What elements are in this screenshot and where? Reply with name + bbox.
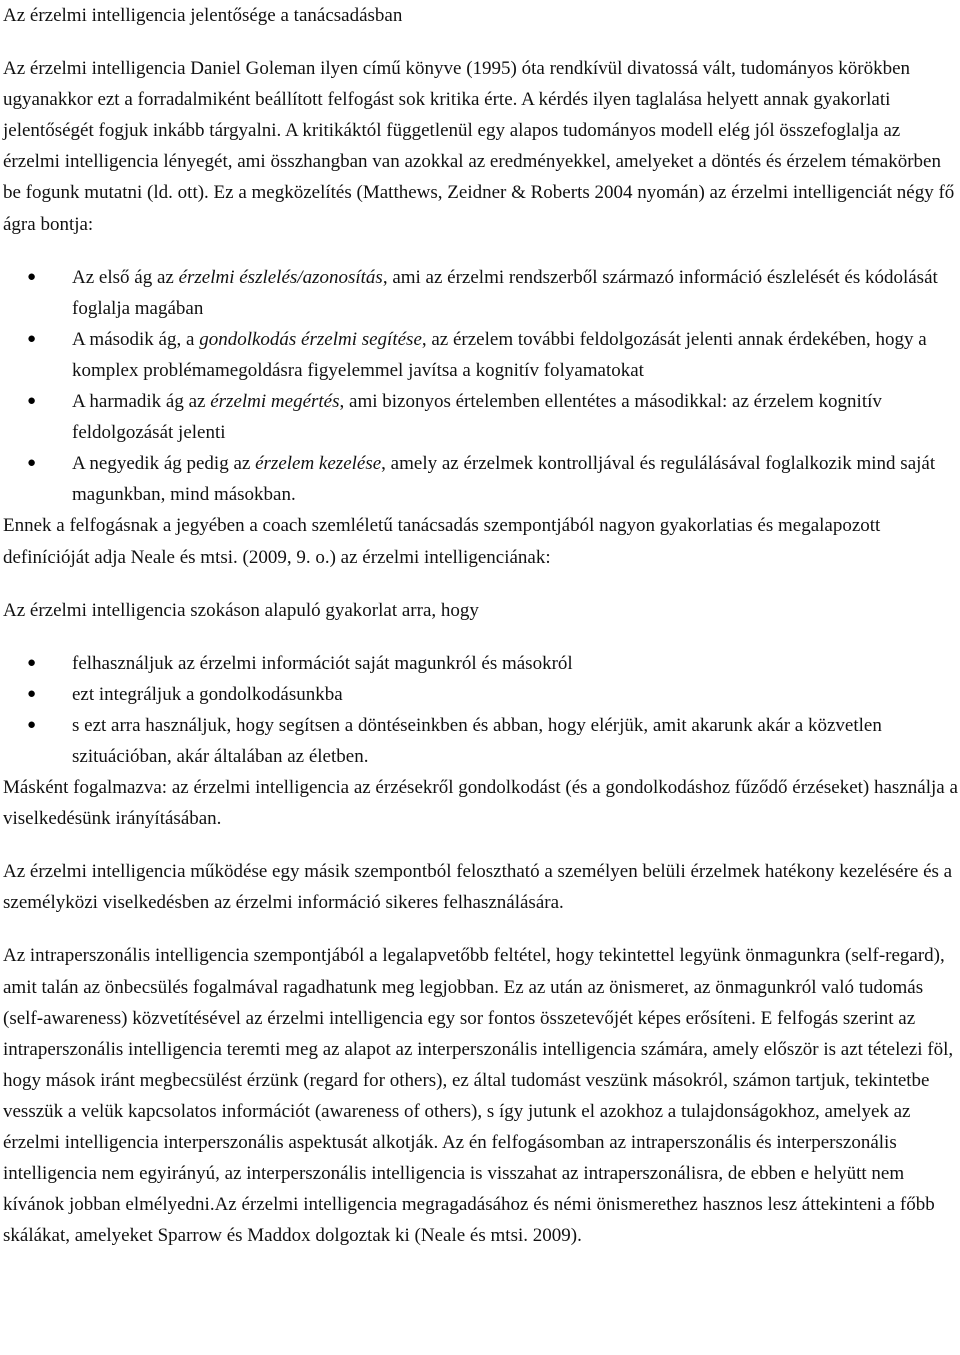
definition-lead: Az érzelmi intelligencia szokáson alapuló gyakorlat arra, hogy (3, 599, 479, 621)
bullet-icon: ● (27, 330, 37, 347)
list-item (3, 448, 958, 510)
list-item-text-post: , amely az érzelmek kontrolljával és regulálásával foglalkozik mind saját magunkban, mind másokban. (72, 453, 936, 506)
branch-list (3, 262, 958, 511)
list-item (3, 386, 958, 448)
list-item (3, 710, 958, 772)
list-item-text-pre: A harmadik ág az (72, 391, 211, 413)
division-paragraph: Az érzelmi intelligencia működése egy másik szempontból felosztható a személyen belüli érzelmek hatékony kezelésére és a személyközi viselkedésben az érzelmi információ sikeres felhasználására. (3, 861, 953, 914)
bullet-icon: ● (27, 393, 37, 410)
list-item (3, 262, 958, 324)
bullet-icon: ● (27, 654, 37, 671)
definition-list (3, 648, 958, 772)
document-title: Az érzelmi intelligencia jelentősége a tanácsadásban (3, 5, 403, 26)
intro-paragraph: Az érzelmi intelligencia Daniel Goleman ilyen című könyve (1995) óta rendkívül divatossá vált, tudományos körökben ugyanakkor ezt a forradalmiként beállított felfogást sok kritika érte. A kérdés ilyen taglalása helyett annak gyakorlati jelentőségét fogjuk inkább tárgyalni. A kritikáktól függetlenül egy alapos tudományos modell elég jól összefoglalja az érzelmi intelligencia lényegét, ami összhangban van azokkal az eredményekkel, amelyeket a döntés és érzelem témakörben be fogunk mutatni (ld. ott). Ez a megközelítés (Matthews, Zeidner & Roberts 2004 nyomán) az érzelmi intelligenciát négy fő ágra bontja: (3, 58, 955, 235)
intrapersonal-paragraph: Az intraperszonális intelligencia szempontjából a legalapvetőbb feltétel, hogy tekintettel legyünk önmagunkra (self-regard), amit talán az önbecsülés fogalmával ragadhatunk meg legjobban. Ez az után az önismeret, az önmagunkról való tudomás (self-awareness) közvetítésével az érzelmi intelligencia egy sor fontos összetevőjét képes erősíteni. E felfogás szerint az intraperszonális intelligencia teremti meg az alapot az interperszonális intelligencia számára, amely először is azt tételezi föl, hogy mások iránt megbecsülést érzünk (regard for others), ez által tudomást veszünk másokról, számon tartjuk, tekintetbe vesszük a velük kapcsolatos információt (awareness of others), s így jutunk el azokhoz a tulajdonságokhoz, amelyek az érzelmi intelligencia interperszonális aspektusát alkotják. Az én felfogásomban az intraperszonális és interperszonális intelligencia nem egyirányú, az interperszonális intelligencia is visszahat az intraperszonálisra, de ebben e helyütt nem kívánok jobban elmélyedni.Az érzelmi intelligencia megragadásához és némi önismerethez hasznos lesz áttekinteni a főbb skálákat, amelyeket Sparrow és Maddox dolgoztak ki (Neale és mtsi. 2009). (3, 945, 954, 1247)
list-item-emphasis: érzelmi megértés (210, 391, 340, 413)
list-item (3, 648, 958, 679)
list-item-text: s ezt arra használjuk, hogy segítsen a döntéseinkben és abban, hogy elérjük, amit akarunk akár a közvetlen szituációban, akár általában az életben. (72, 714, 882, 767)
rephrase-paragraph: Másként fogalmazva: az érzelmi intelligencia az érzésekről gondolkodást (és a gondolkodáshoz fűződő érzéseket) használja a viselkedésünk irányításában. (3, 777, 958, 830)
list-item-text-pre: A negyedik ág pedig az (72, 453, 256, 475)
bullet-icon: ● (27, 268, 37, 285)
bullet-icon: ● (27, 685, 37, 702)
list-item-text-post: , ami az érzelmi rendszerből származó információ észlelését és kódolását foglalja magában (72, 266, 938, 319)
list-item-text-pre: Az első ág az (72, 266, 179, 288)
bullet-icon: ● (27, 716, 37, 733)
list-item-text: ezt integráljuk a gondolkodásunkba (72, 683, 343, 705)
definition-intro-paragraph: Ennek a felfogásnak a jegyében a coach szemléletű tanácsadás szempontjából nagyon gyakorlatias és megalapozott definícióját adja Neale és mtsi. (2009, 9. o.) az érzelmi intelligenciának: (3, 515, 881, 568)
list-item-emphasis: érzelmi észlelés/azonosítás (178, 266, 383, 288)
list-item-emphasis: gondolkodás érzelmi segítése (199, 328, 422, 350)
list-item-text-post: , az érzelem további feldolgozását jelenti annak érdekében, hogy a komplex problémamegoldásra figyelemmel javítsa a kognitív folyamatokat (72, 328, 927, 381)
list-item (3, 324, 958, 386)
list-item-text-pre: A második ág, a (72, 328, 200, 350)
list-item-text: felhasználjuk az érzelmi információt saját magunkról és másokról (72, 652, 573, 674)
list-item-text-post: , ami bizonyos értelemben ellentétes a másodikkal: az érzelem kognitív feldolgozását jelenti (72, 391, 882, 444)
list-item-emphasis: érzelem kezelése (255, 453, 382, 475)
bullet-icon: ● (27, 455, 37, 472)
list-item (3, 679, 958, 710)
